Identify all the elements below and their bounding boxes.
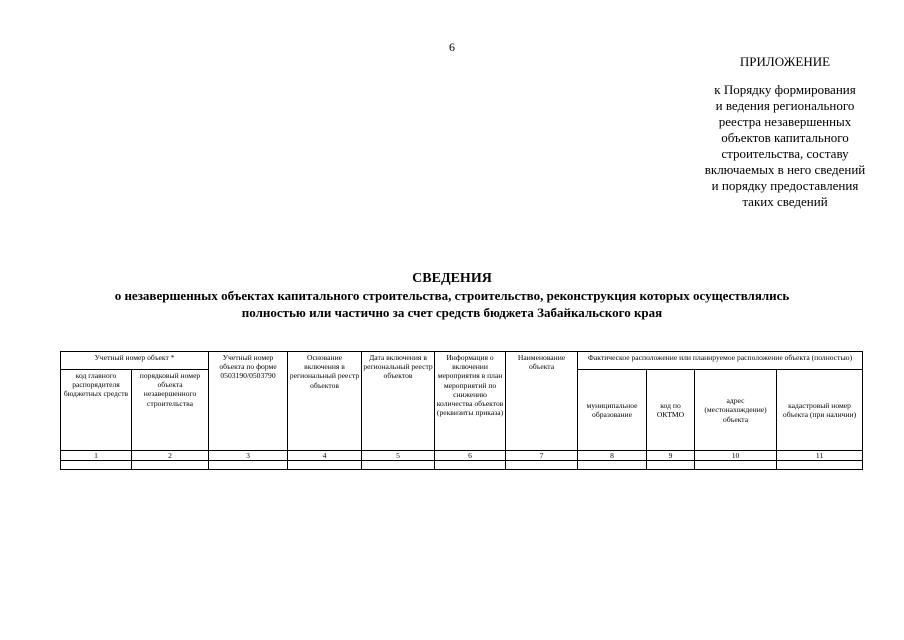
appendix-block [685,54,885,210]
column-number: 9 [647,451,695,461]
table-cell [132,461,209,470]
column-number: 8 [578,451,647,461]
column-number: 2 [132,451,209,461]
table-cell [288,461,362,470]
table-cell [695,461,777,470]
column-number: 5 [362,451,435,461]
header-col-8: муниципальное образование [578,370,647,451]
document-heading [0,270,904,321]
table-cell [209,461,288,470]
column-number-row [61,451,863,461]
table-cell [506,461,578,470]
header-col-7: Наименование объекта [506,352,578,451]
header-col-11: кадастровый номер объекта (при наличии) [777,370,863,451]
document-subtitle: о незавершенных объектах капитального строительства, строительство, реконструкция которых осуществлялись полностью или частично за счет средств бюджета Забайкальского края [114,288,790,320]
header-col-5: Дата включения в региональный реестр объектов [362,352,435,451]
column-number: 7 [506,451,578,461]
column-number: 1 [61,451,132,461]
empty-data-row [61,461,863,470]
header-col-3: Учетный номер объекта по форме 0503190/0503790 [209,352,288,451]
header-col-6: Информация о включении мероприятия в план мероприятий по снижению количества объектов (реквизиты приказа) [435,352,506,451]
table-cell [777,461,863,470]
header-col-10: адрес (местонахождение) объекта [695,370,777,451]
header-col-2: порядковый номер объекта незавершенного строительства [132,370,209,451]
column-number: 3 [209,451,288,461]
appendix-text: к Порядку формирования и ведения регионального реестра незавершенных объектов капитального строительства, составу включаемых в него сведений и порядку предоставления таких сведений [704,82,866,209]
header-col-9: код по ОКТМО [647,370,695,451]
column-number: 10 [695,451,777,461]
header-account-number-group: Учетный номер объект * [61,352,209,370]
info-table [60,351,863,470]
table-cell [578,461,647,470]
table-cell [647,461,695,470]
column-number: 4 [288,451,362,461]
column-number: 6 [435,451,506,461]
table-cell [362,461,435,470]
header-col-1: код главного распорядителя бюджетных средств [61,370,132,451]
table-cell [435,461,506,470]
document-title: СВЕДЕНИЯ [412,271,492,286]
header-col-4: Основание включения в региональный реестр объектов [288,352,362,451]
header-row-1 [61,352,863,370]
page-number: 6 [449,40,455,54]
appendix-title: ПРИЛОЖЕНИЕ [739,54,831,69]
header-location-group: Фактическое расположение или планируемое расположение объекта (полностью) [578,352,863,370]
column-number: 11 [777,451,863,461]
table-cell [61,461,132,470]
